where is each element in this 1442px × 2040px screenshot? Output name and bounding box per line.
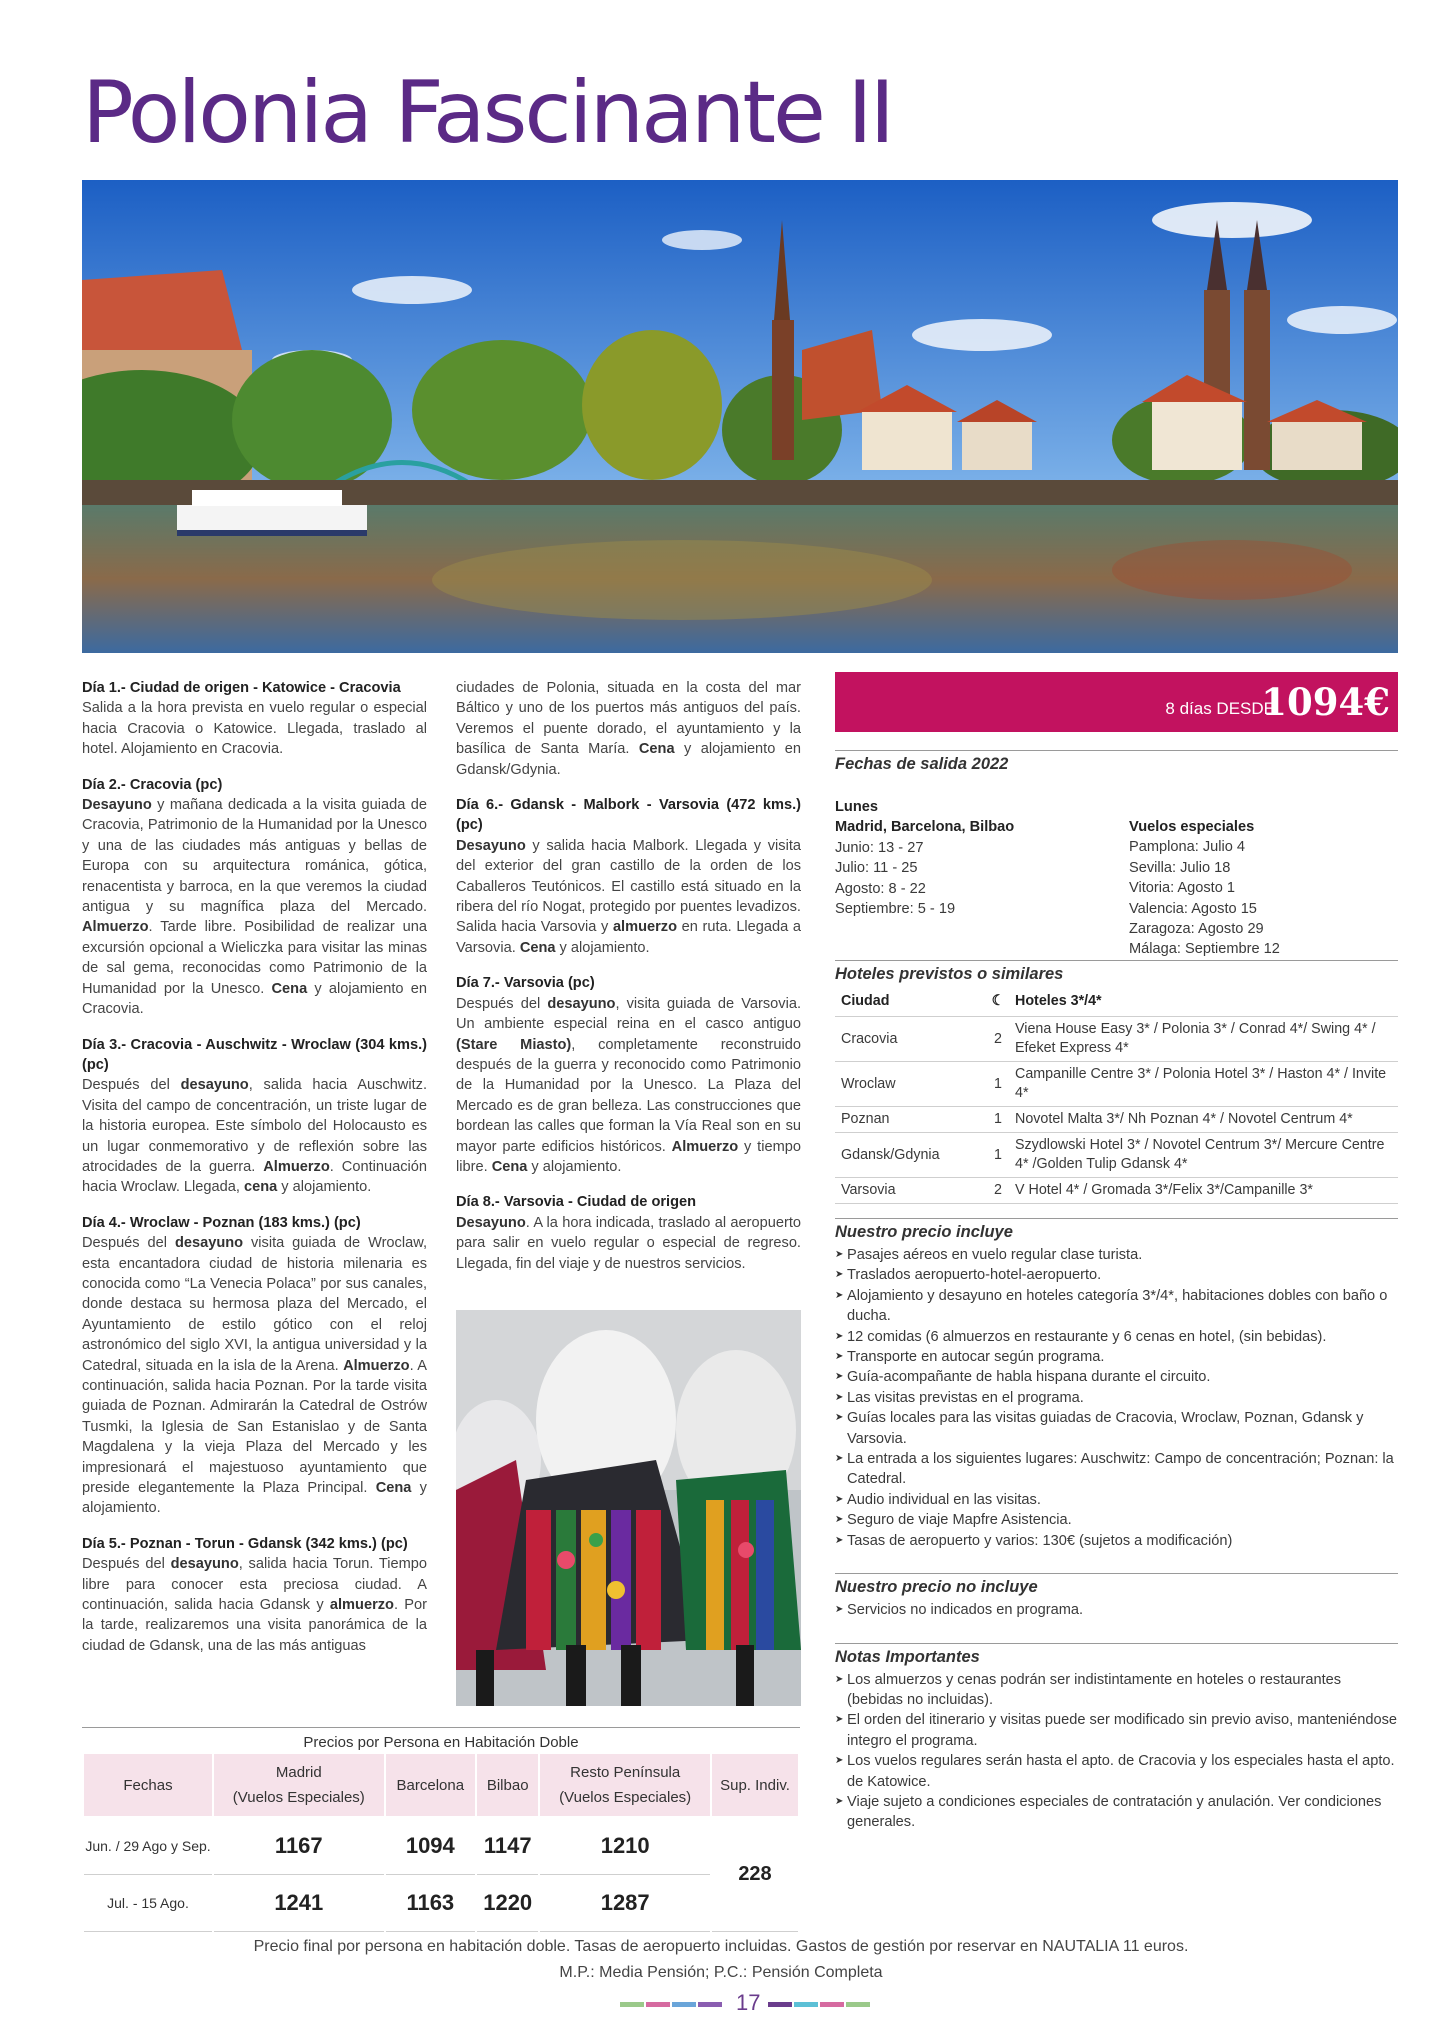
day-title: Día 7.- Varsovia (pc): [456, 975, 595, 992]
itinerary-day: [82, 678, 427, 760]
itinerary-day: [82, 1534, 427, 1656]
meal-highlight: desayuno: [180, 1077, 249, 1094]
prices-header-line: (Vuelos Especiales): [232, 1789, 365, 1806]
day-text-run: y mañana dedicada a la visita guiada de Cracovia, Patrimonio de la Humanidad por la Unesco y una de las ciudades más antiguas y bellas de Europa con su arquitectura románica, gótica, renacentista y barroca, en la que veremos la ciudad antigua y su magnífica plaza del Mercado.: [82, 797, 427, 916]
day-text-run: . Continuación hacia Wroclaw. Llegada,: [82, 1158, 427, 1196]
info-column: [835, 672, 1398, 1843]
page-number-bar: [620, 1990, 880, 2020]
day-text-run: ciudades de Polonia, situada en la costa del mar Báltico y uno de los puertos más antiguos del país. Veremos el puente dorado, el ayuntamiento y la basílica de Santa María.: [456, 680, 801, 758]
day-title: Día 2.- Cracovia (pc): [82, 776, 223, 793]
date-item: Septiembre: 5 - 19: [835, 901, 956, 918]
hotel-city: Wroclaw: [835, 1062, 987, 1107]
list-item: ➤ Transporte en autocar según programa.: [835, 1347, 1398, 1367]
notes-title: Notas Importantes: [835, 1643, 1398, 1670]
special-flights-title: Vuelos especiales: [1129, 819, 1255, 835]
moon-icon: ☾: [987, 987, 1009, 1017]
meal-highlight: Cena: [491, 1158, 528, 1175]
itinerary-day: [82, 775, 427, 1020]
day-text-run: en ruta. Llegada a Varsovia.: [456, 919, 801, 956]
excludes-list: [835, 1600, 1398, 1630]
hotel-names: Szydlowski Hotel 3* / Novotel Centrum 3*/ Mercure Centre 4* /Golden Tulip Gdansk 4*: [1009, 1133, 1398, 1178]
day-text: [456, 836, 801, 958]
day-text-run: Después del: [456, 995, 548, 1012]
meal-highlight: desayuno: [170, 1556, 239, 1573]
meal-highlight: almuerzo: [329, 1597, 394, 1614]
hotel-names: Novotel Malta 3*/ Nh Poznan 4* / Novotel Centrum 4*: [1009, 1107, 1398, 1133]
day-title: Día 6.- Gdansk - Malbork - Varsovia (472 kms.) (pc): [456, 797, 801, 834]
special-flight-item: Zaragoza: Agosto 29: [1129, 921, 1264, 938]
meal-highlight: Desayuno: [456, 1214, 526, 1231]
itinerary-day: [82, 1213, 427, 1519]
list-item: ➤ 12 comidas (6 almuerzos en restaurante y 6 cenas en hotel, (sin bebidas).: [835, 1327, 1398, 1347]
hotel-city: Poznan: [835, 1107, 987, 1133]
list-item: ➤ Traslados aeropuerto-hotel-aeropuerto.: [835, 1265, 1398, 1285]
list-item: ➤ Seguro de viaje Mapfre Asistencia.: [835, 1510, 1398, 1530]
day-text-run: . A continuación, salida hacia Poznan. Por la tarde visita guiada de Poznan. Admirarán la Catedral de Ostrów Tusmki, la Iglesia de San Estanislao y de Santa Magdalena y la vieja Plaza del Mercado y les impresionará el majestuoso ayuntamiento que preside elegantemente la Plaza Principal.: [82, 1357, 428, 1497]
hotel-row: [835, 1133, 1398, 1178]
list-item: ➤ Tasas de aeropuerto y varios: 130€ (sujetos a modificación): [835, 1531, 1398, 1551]
day-text-run: y salida hacia Malbork. Llegada y visita del exterior del gran castillo de la orden de los Caballeros Teutónicos. El castillo está situado en la ribera del río Nogat, protegido por puentes levadizos. Salida hacia Varsovia y: [456, 837, 801, 936]
special-flight-item: Pamplona: Julio 4: [1129, 839, 1246, 856]
dates-list: [835, 838, 1125, 920]
special-flight-item: Vitoria: Agosto 1: [1129, 880, 1236, 897]
page-bar-segment: [768, 2002, 792, 2007]
hotels-table: [835, 987, 1398, 1204]
prices-header: [213, 1753, 385, 1817]
day-text-run: y alojamiento.: [555, 939, 650, 956]
prices-header-line: Madrid: [275, 1764, 322, 1781]
day-text-run: visita guiada de Wroclaw, esta encantadora ciudad de historia milenaria es conocida como “La Venecia Polaca” por sus canales, donde destaca su hermosa plaza del Mercado, el Ayuntamiento de estilo gótico con el reloj astronómico del siglo XVI, la antigua universidad y la Catedral, situada en la isla de la Arena.: [82, 1235, 427, 1374]
meal-highlight: Almuerzo: [343, 1357, 410, 1374]
day-text-run: y alojamiento.: [277, 1179, 372, 1196]
meal-highlight: Desayuno: [82, 797, 152, 814]
prices-header-line: (Vuelos Especiales): [559, 1789, 692, 1806]
day-text-run: . Tarde libre. Posibilidad de realizar una excursión opcional a Wieliczka para visitar las minas de sal gema, reconocidas como Patrimonio de la Humanidad por la Unesco.: [82, 919, 427, 997]
day-title: Día 8.- Varsovia - Ciudad de origen: [456, 1194, 697, 1211]
hero-photo-wroclaw-riverside: [82, 180, 1398, 653]
hotel-city: Gdansk/Gdynia: [835, 1133, 987, 1178]
hotel-city: Varsovia: [835, 1178, 987, 1204]
date-item: Agosto: 8 - 22: [835, 880, 926, 897]
day-title: Día 3.- Cracovia - Auschwitz - Wroclaw (304 kms.) (pc): [82, 1036, 427, 1073]
prices-dates: Jun. / 29 Ago y Sep.: [83, 1817, 213, 1874]
date-item: Junio: 13 - 27: [835, 839, 924, 856]
day-text: [456, 1213, 801, 1274]
dates-cities: Madrid, Barcelona, Bilbao: [835, 819, 1015, 836]
prices-row: [83, 1817, 799, 1874]
prices-header: [83, 1753, 213, 1817]
day-text-run: , visita guiada de Varsovia. Un ambiente especial reina en el casco antiguo: [456, 995, 801, 1033]
day-text-run: y alojamiento en Cracovia.: [82, 980, 427, 1018]
meal-highlight: Cena: [519, 939, 556, 956]
dates-title: Fechas de salida 2022: [835, 750, 1398, 777]
special-flight-item: Málaga: Septiembre 12: [1129, 941, 1280, 958]
hotel-names: V Hotel 4* / Gromada 3*/Felix 3*/Campanille 3*: [1009, 1178, 1398, 1204]
photo-folk-dancers: [456, 1310, 801, 1706]
price-cell: 1167: [213, 1817, 385, 1874]
list-item: ➤ Las visitas previstas en el programa.: [835, 1388, 1398, 1408]
prices-header-line: Resto Península: [570, 1764, 681, 1781]
hotel-nights: 1: [987, 1062, 1009, 1107]
list-item: ➤ Alojamiento y desayuno en hoteles categoría 3*/4*, habitaciones dobles con baño o ducha.: [835, 1286, 1398, 1327]
day-text-run: , salida hacia Auschwitz. Visita del campo de concentración, un triste lugar de la historia europea. Este símbolo del Holocausto es un lugar conmemorativo y de reflexión sobre las atrocidades de la guerra.: [82, 1077, 427, 1175]
list-item: ➤ Servicios no indicados en programa.: [835, 1600, 1398, 1620]
dates-weekday: Lunes: [835, 799, 878, 815]
day-text-run: y alojamiento.: [82, 1480, 427, 1517]
day-text: [82, 1075, 427, 1197]
list-item: ➤ La entrada a los siguientes lugares: Auschwitz: Campo de concentración; Poznan: la Catedral.: [835, 1449, 1398, 1490]
day-text-run: . Por la tarde, realizaremos una visita panorámica de la ciudad de Gdansk, una de las más antiguas: [82, 1597, 427, 1654]
day-text-run: Después del: [82, 1235, 175, 1252]
day-title: Día 4.- Wroclaw - Poznan (183 kms.) (pc): [82, 1214, 361, 1231]
list-item: ➤ Guías locales para las visitas guiadas de Cracovia, Wroclaw, Poznan, Gdansk y Varsovia.: [835, 1408, 1398, 1449]
prices-table-title: Precios por Persona en Habitación Doble: [82, 1727, 800, 1751]
hotel-row: [835, 1062, 1398, 1107]
hotels-header-city: Ciudad: [835, 987, 987, 1017]
meal-highlight: Cena: [271, 980, 308, 997]
meal-highlight: desayuno: [547, 995, 616, 1012]
price-cell: 1147: [476, 1817, 539, 1874]
list-item: ➤ Viaje sujeto a condiciones especiales de contratación y anulación. Ver condiciones generales.: [835, 1792, 1398, 1833]
itinerary-day: [456, 795, 801, 958]
itinerary-day: [456, 973, 801, 1177]
itinerary-day: [82, 1035, 427, 1198]
hotel-names: Campanille Centre 3* / Polonia Hotel 3* / Haston 4* / Invite 4*: [1009, 1062, 1398, 1107]
prices-header-line: Bilbao: [486, 1776, 529, 1794]
day-title: Día 1.- Ciudad de origen - Katowice - Cracovia: [82, 680, 401, 696]
special-flights-list: [1129, 837, 1389, 959]
meal-highlight: Cena: [375, 1480, 412, 1497]
page-bar-segment: [672, 2002, 696, 2007]
footer-legend: M.P.: Media Pensión; P.C.: Pensión Completa: [559, 1964, 883, 1981]
page-bar-segment: [794, 2002, 818, 2007]
footer-note: Precio final por persona en habitación doble. Tasas de aeropuerto incluidas. Gastos de gestión por reservar en NAUTALIA 11 euros.: [253, 1938, 1189, 1955]
day-text-run: Salida a la hora prevista en vuelo regular o especial hacia Cracovia o Katowice. Llegada, traslado al hotel. Alojamiento en Cracovia.: [82, 700, 427, 758]
list-item: ➤ Guía-acompañante de habla hispana durante el circuito.: [835, 1367, 1398, 1387]
price-cell: 1210: [539, 1817, 711, 1874]
page-bar-segment: [820, 2002, 844, 2007]
meal-highlight: Almuerzo: [671, 1138, 739, 1155]
prices-header: [711, 1753, 799, 1817]
meal-highlight: Almuerzo: [263, 1158, 330, 1175]
prices-row: [83, 1874, 799, 1931]
day-title: Día 5.- Poznan - Torun - Gdansk (342 kms.) (pc): [82, 1535, 408, 1552]
itinerary-day: [456, 1192, 801, 1274]
day-text: [82, 698, 427, 759]
hotels-title: Hoteles previstos o similares: [835, 960, 1398, 987]
itinerary-column-1: [82, 678, 427, 1671]
meal-highlight: almuerzo: [612, 919, 678, 936]
price-cell: 1163: [385, 1874, 476, 1931]
day-text-run: y alojamiento.: [527, 1158, 622, 1175]
special-flight-item: Sevilla: Julio 18: [1129, 859, 1231, 876]
price-cell: 1220: [476, 1874, 539, 1931]
page-bar-segment: [698, 2002, 722, 2007]
hotel-nights: 1: [987, 1107, 1009, 1133]
date-item: Julio: 11 - 25: [835, 860, 918, 877]
price-banner-value: 1094€: [1261, 680, 1390, 724]
list-item: ➤ Los almuerzos y cenas podrán ser indistintamente en hoteles o restaurantes (bebidas no incluidas).: [835, 1670, 1398, 1711]
includes-title: Nuestro precio incluye: [835, 1218, 1398, 1245]
page-bar-segment: [846, 2002, 870, 2007]
prices-header: [476, 1753, 539, 1817]
day-text-run: y alojamiento en Gdansk/Gdynia.: [456, 741, 801, 778]
day-text-run: y tiempo libre.: [456, 1138, 801, 1175]
day-text-run: Después del: [82, 1556, 171, 1573]
day-text: [82, 795, 427, 1019]
price-cell: 1287: [539, 1874, 711, 1931]
hotel-city: Cracovia: [835, 1017, 987, 1062]
prices-header-line: Sup. Indiv.: [720, 1776, 790, 1794]
list-item: ➤ El orden del itinerario y visitas puede ser modificado sin previo aviso, manteniéndose integro el programa.: [835, 1710, 1398, 1751]
hotels-header-hotels: Hoteles 3*/4*: [1009, 987, 1398, 1017]
prices-dates: Jul. - 15 Ago.: [83, 1874, 213, 1931]
prices-header: [385, 1753, 476, 1817]
list-item: ➤ Pasajes aéreos en vuelo regular clase turista.: [835, 1245, 1398, 1265]
list-item: ➤ Audio individual en las visitas.: [835, 1490, 1398, 1510]
day-text-run: . A la hora indicada, traslado al aeropuerto para salir en vuelo regular o especial de regreso. Llegada, fin del viaje y de nuestros servicios.: [456, 1214, 801, 1272]
prices-header-line: Fechas: [123, 1776, 173, 1794]
excludes-title: Nuestro precio no incluye: [835, 1573, 1398, 1600]
departure-dates: [835, 747, 1398, 960]
page-bar-segment: [620, 2002, 644, 2007]
page-number: 17: [736, 1990, 761, 2015]
itinerary-day: [456, 678, 801, 780]
day-text-run: , salida hacia Torun. Tiempo libre para conocer esta preciosa ciudad. A continuación, salida hacia Gdansk y: [82, 1556, 428, 1614]
meal-highlight: cena: [243, 1179, 278, 1196]
special-flight-item: Valencia: Agosto 15: [1129, 900, 1257, 917]
price-banner: [835, 672, 1398, 732]
meal-highlight: desayuno: [174, 1235, 244, 1252]
day-text: [456, 678, 801, 780]
day-text: [82, 1554, 427, 1656]
prices-table: [82, 1752, 800, 1932]
list-item: ➤ Los vuelos regulares serán hasta el apto. de Cracovia y los especiales hasta el apto. de Katowice.: [835, 1751, 1398, 1792]
price-cell: 1094: [385, 1817, 476, 1874]
hotel-row: [835, 1017, 1398, 1062]
page-bar-segment: [646, 2002, 670, 2007]
day-text: [456, 994, 801, 1178]
day-text-run: , completamente reconstruido después de la guerra y reconocido como Patrimonio de la Humanidad por la Unesco. La Plaza del Mercado es de gran belleza. Las construcciones que bordean las calles que forman la Vía Real son en su mayor parte edificios históricos.: [456, 1036, 801, 1155]
hotel-nights: 2: [987, 1178, 1009, 1204]
hotel-row: [835, 1178, 1398, 1204]
meal-highlight: Almuerzo: [82, 919, 149, 936]
hotel-nights: 1: [987, 1133, 1009, 1178]
meal-highlight: Desayuno: [456, 837, 526, 854]
hotel-nights: 2: [987, 1017, 1009, 1062]
notes-list: [835, 1670, 1398, 1843]
hotel-row: [835, 1107, 1398, 1133]
price-cell: 1241: [213, 1874, 385, 1931]
day-text-run: Después del: [82, 1077, 181, 1094]
prices-header: [539, 1753, 711, 1817]
single-supplement: 228: [711, 1817, 799, 1931]
meal-highlight: Cena: [638, 741, 675, 758]
itinerary-column-2: [456, 678, 801, 1289]
day-text: [82, 1233, 427, 1519]
includes-list: [835, 1245, 1398, 1561]
prices-header-line: Barcelona: [396, 1776, 465, 1794]
meal-highlight: (Stare Miasto): [456, 1036, 572, 1053]
page-title: Polonia Fascinante II: [82, 63, 893, 163]
price-banner-label: 8 días DESDE: [1165, 699, 1275, 718]
hotel-names: Viena House Easy 3* / Polonia 3* / Conrad 4*/ Swing 4* / Efeket Express 4*: [1009, 1017, 1398, 1062]
